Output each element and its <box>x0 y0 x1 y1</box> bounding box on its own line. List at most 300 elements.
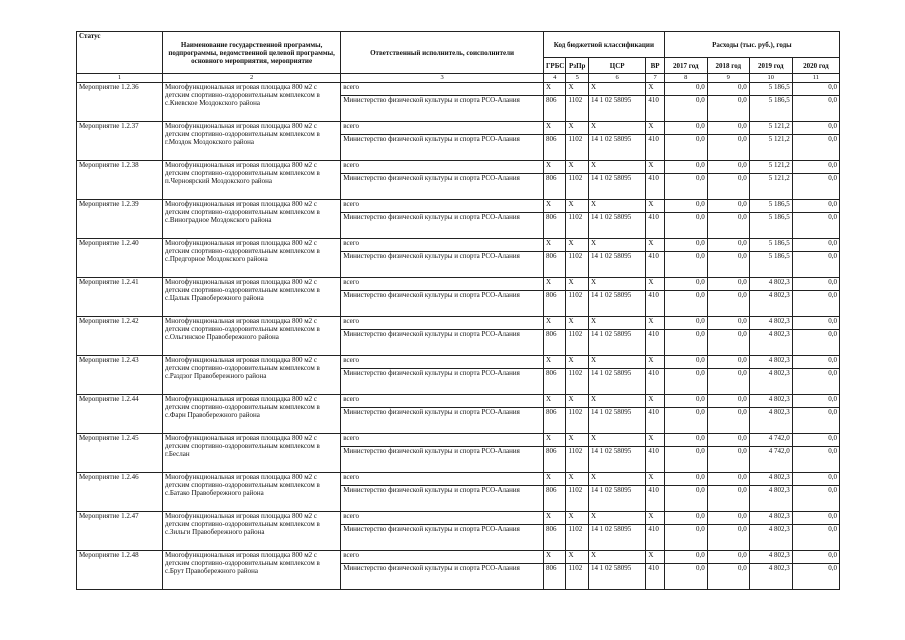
cell-2020: 0,0 <box>792 447 839 473</box>
table-row-total <box>77 122 840 135</box>
cell-2017: 0,0 <box>664 83 707 96</box>
cell-csr: 14 1 02 58095 <box>589 96 646 122</box>
cell-csr: 14 1 02 58095 <box>589 564 646 590</box>
row-name: Многофункциональная игровая площадка 800 м2 с детским спортивно-оздоровительным комплексом в с.Цалык Правобережного района <box>163 278 341 317</box>
cell-vr: X <box>646 473 664 486</box>
cell-rzpr: 1102 <box>566 564 589 590</box>
cell-2018: 0,0 <box>707 252 749 278</box>
cell-2018: 0,0 <box>707 564 749 590</box>
row-name: Многофункциональная игровая площадка 800 м2 с детским спортивно-оздоровительным комплексом в г.Моздок Моздокского района <box>163 122 341 161</box>
cell-rzpr: 1102 <box>566 252 589 278</box>
cell-2019: 5 186,5 <box>749 252 792 278</box>
cell-2020: 0,0 <box>792 96 839 122</box>
cell-2020: 0,0 <box>792 408 839 434</box>
cell-rzpr: 1102 <box>566 291 589 317</box>
col-number: 9 <box>707 74 749 83</box>
cell-grbs: X <box>543 239 566 252</box>
cell-2019: 4 802,3 <box>749 473 792 486</box>
cell-2018: 0,0 <box>707 200 749 213</box>
table-row-total <box>77 239 840 252</box>
cell-2019: 4 802,3 <box>749 564 792 590</box>
cell-vr: 410 <box>646 564 664 590</box>
cell-2020: 0,0 <box>792 525 839 551</box>
table-body <box>77 83 840 590</box>
row-status: Мероприятие 1.2.41 <box>77 278 163 317</box>
cell-csr: 14 1 02 58095 <box>589 213 646 239</box>
cell-csr: X <box>589 395 646 408</box>
cell-2017: 0,0 <box>664 525 707 551</box>
cell-grbs: X <box>543 317 566 330</box>
table-row-total <box>77 551 840 564</box>
cell-csr: X <box>589 512 646 525</box>
cell-2019: 5 121,2 <box>749 174 792 200</box>
cell-vr: X <box>646 200 664 213</box>
cell-2018: 0,0 <box>707 408 749 434</box>
col-number: 11 <box>792 74 839 83</box>
cell-2017: 0,0 <box>664 252 707 278</box>
row-status: Мероприятие 1.2.42 <box>77 317 163 356</box>
cell-2017: 0,0 <box>664 369 707 395</box>
header-csr: ЦСР <box>589 58 646 74</box>
cell-2019: 4 802,3 <box>749 317 792 330</box>
cell-2017: 0,0 <box>664 122 707 135</box>
cell-rzpr: 1102 <box>566 408 589 434</box>
row-total-label: всего <box>341 278 544 291</box>
cell-grbs: 806 <box>543 252 566 278</box>
cell-csr: 14 1 02 58095 <box>589 447 646 473</box>
cell-2019: 4 802,3 <box>749 278 792 291</box>
cell-vr: 410 <box>646 252 664 278</box>
row-name: Многофункциональная игровая площадка 800 м2 с детским спортивно-оздоровительным комплексом в с.Батако Правобережного района <box>163 473 341 512</box>
cell-rzpr: 1102 <box>566 525 589 551</box>
budget-table <box>76 31 840 590</box>
cell-vr: X <box>646 122 664 135</box>
row-status: Мероприятие 1.2.39 <box>77 200 163 239</box>
cell-vr: 410 <box>646 291 664 317</box>
cell-2019: 5 186,5 <box>749 213 792 239</box>
cell-grbs: X <box>543 356 566 369</box>
cell-vr: 410 <box>646 330 664 356</box>
cell-2020: 0,0 <box>792 213 839 239</box>
header-rzpr: РзПр <box>566 58 589 74</box>
table-row-total <box>77 83 840 96</box>
cell-csr: 14 1 02 58095 <box>589 135 646 161</box>
cell-rzpr: X <box>566 278 589 291</box>
cell-2017: 0,0 <box>664 239 707 252</box>
row-total-label: всего <box>341 83 544 96</box>
cell-grbs: 806 <box>543 96 566 122</box>
row-total-label: всего <box>341 356 544 369</box>
row-total-label: всего <box>341 473 544 486</box>
cell-rzpr: 1102 <box>566 96 589 122</box>
cell-vr: X <box>646 395 664 408</box>
row-name: Многофункциональная игровая площадка 800 м2 с детским спортивно-оздоровительным комплексом в с.Виноградное Моздокского района <box>163 200 341 239</box>
cell-vr: X <box>646 161 664 174</box>
row-name: Многофункциональная игровая площадка 800 м2 с детским спортивно-оздоровительным комплексом в с.Киевское Моздокского района <box>163 83 341 122</box>
cell-vr: 410 <box>646 447 664 473</box>
cell-grbs: 806 <box>543 525 566 551</box>
cell-2018: 0,0 <box>707 434 749 447</box>
header-expenses: Расходы (тыс. руб.), годы <box>664 32 839 58</box>
cell-vr: 410 <box>646 174 664 200</box>
cell-2018: 0,0 <box>707 213 749 239</box>
cell-grbs: 806 <box>543 291 566 317</box>
col-number: 8 <box>664 74 707 83</box>
cell-vr: X <box>646 512 664 525</box>
cell-rzpr: X <box>566 473 589 486</box>
col-number: 1 <box>77 74 163 83</box>
cell-rzpr: 1102 <box>566 135 589 161</box>
cell-grbs: 806 <box>543 330 566 356</box>
cell-2019: 4 802,3 <box>749 551 792 564</box>
cell-vr: 410 <box>646 369 664 395</box>
row-ministry: Министерство физической культуры и спорта РСО-Алания <box>341 291 544 317</box>
cell-csr: X <box>589 161 646 174</box>
cell-vr: 410 <box>646 135 664 161</box>
cell-vr: 410 <box>646 96 664 122</box>
cell-rzpr: X <box>566 317 589 330</box>
cell-2017: 0,0 <box>664 200 707 213</box>
cell-grbs: 806 <box>543 174 566 200</box>
cell-rzpr: X <box>566 434 589 447</box>
cell-csr: 14 1 02 58095 <box>589 486 646 512</box>
cell-vr: 410 <box>646 213 664 239</box>
cell-2020: 0,0 <box>792 278 839 291</box>
row-name: Многофункциональная игровая площадка 800 м2 с детским спортивно-оздоровительным комплексом в с.Зильги Правобережного района <box>163 512 341 551</box>
cell-vr: X <box>646 278 664 291</box>
cell-2018: 0,0 <box>707 369 749 395</box>
col-number: 7 <box>646 74 664 83</box>
cell-rzpr: X <box>566 200 589 213</box>
row-status: Мероприятие 1.2.44 <box>77 395 163 434</box>
cell-2017: 0,0 <box>664 96 707 122</box>
cell-vr: X <box>646 239 664 252</box>
row-total-label: всего <box>341 395 544 408</box>
cell-2018: 0,0 <box>707 174 749 200</box>
cell-vr: 410 <box>646 408 664 434</box>
cell-2017: 0,0 <box>664 291 707 317</box>
cell-2017: 0,0 <box>664 213 707 239</box>
cell-2019: 4 802,3 <box>749 291 792 317</box>
cell-vr: X <box>646 317 664 330</box>
cell-2018: 0,0 <box>707 356 749 369</box>
cell-grbs: 806 <box>543 486 566 512</box>
cell-grbs: X <box>543 161 566 174</box>
cell-vr: 410 <box>646 525 664 551</box>
row-total-label: всего <box>341 239 544 252</box>
row-ministry: Министерство физической культуры и спорта РСО-Алания <box>341 174 544 200</box>
cell-2018: 0,0 <box>707 551 749 564</box>
row-status: Мероприятие 1.2.40 <box>77 239 163 278</box>
table-row-total <box>77 317 840 330</box>
cell-csr: 14 1 02 58095 <box>589 369 646 395</box>
row-status: Мероприятие 1.2.46 <box>77 473 163 512</box>
table-row-total <box>77 356 840 369</box>
header-2020: 2020 год <box>792 58 839 74</box>
header-budget-code: Код бюджетной классификации <box>543 32 664 58</box>
cell-rzpr: 1102 <box>566 330 589 356</box>
cell-2020: 0,0 <box>792 174 839 200</box>
cell-vr: X <box>646 356 664 369</box>
cell-grbs: X <box>543 512 566 525</box>
col-number: 10 <box>749 74 792 83</box>
cell-2018: 0,0 <box>707 83 749 96</box>
cell-csr: X <box>589 83 646 96</box>
cell-csr: X <box>589 239 646 252</box>
cell-2017: 0,0 <box>664 486 707 512</box>
cell-2017: 0,0 <box>664 551 707 564</box>
cell-2020: 0,0 <box>792 564 839 590</box>
row-name: Многофункциональная игровая площадка 800 м2 с детским спортивно-оздоровительным комплексом в г.Беслан <box>163 434 341 473</box>
cell-2020: 0,0 <box>792 83 839 96</box>
row-status: Мероприятие 1.2.38 <box>77 161 163 200</box>
cell-2018: 0,0 <box>707 278 749 291</box>
row-status: Мероприятие 1.2.47 <box>77 512 163 551</box>
cell-vr: X <box>646 83 664 96</box>
col-number: 6 <box>589 74 646 83</box>
cell-2018: 0,0 <box>707 330 749 356</box>
cell-2019: 5 121,2 <box>749 135 792 161</box>
cell-rzpr: X <box>566 161 589 174</box>
cell-2017: 0,0 <box>664 356 707 369</box>
cell-csr: X <box>589 278 646 291</box>
table-row-total <box>77 161 840 174</box>
cell-2017: 0,0 <box>664 434 707 447</box>
cell-2020: 0,0 <box>792 395 839 408</box>
row-status: Мероприятие 1.2.48 <box>77 551 163 590</box>
cell-2018: 0,0 <box>707 473 749 486</box>
row-ministry: Министерство физической культуры и спорта РСО-Алания <box>341 486 544 512</box>
row-status: Мероприятие 1.2.37 <box>77 122 163 161</box>
cell-2019: 5 186,5 <box>749 239 792 252</box>
cell-2020: 0,0 <box>792 161 839 174</box>
cell-grbs: 806 <box>543 213 566 239</box>
cell-2018: 0,0 <box>707 291 749 317</box>
row-total-label: всего <box>341 317 544 330</box>
cell-vr: 410 <box>646 486 664 512</box>
cell-2019: 5 186,5 <box>749 200 792 213</box>
cell-csr: X <box>589 122 646 135</box>
cell-2017: 0,0 <box>664 330 707 356</box>
cell-2020: 0,0 <box>792 200 839 213</box>
cell-2017: 0,0 <box>664 395 707 408</box>
cell-2017: 0,0 <box>664 473 707 486</box>
cell-2020: 0,0 <box>792 239 839 252</box>
cell-2019: 5 186,5 <box>749 83 792 96</box>
cell-2018: 0,0 <box>707 525 749 551</box>
row-name: Многофункциональная игровая площадка 800 м2 с детским спортивно-оздоровительным комплексом в п.Черноярский Моздокского района <box>163 161 341 200</box>
header-responsible: Ответственный исполнитель, соисполнители <box>341 32 544 74</box>
cell-2020: 0,0 <box>792 434 839 447</box>
row-total-label: всего <box>341 200 544 213</box>
cell-2019: 5 121,2 <box>749 161 792 174</box>
row-ministry: Министерство физической культуры и спорта РСО-Алания <box>341 135 544 161</box>
row-ministry: Министерство физической культуры и спорта РСО-Алания <box>341 213 544 239</box>
row-ministry: Министерство физической культуры и спорта РСО-Алания <box>341 447 544 473</box>
cell-2019: 4 742,0 <box>749 434 792 447</box>
cell-2018: 0,0 <box>707 239 749 252</box>
cell-2017: 0,0 <box>664 161 707 174</box>
cell-2018: 0,0 <box>707 122 749 135</box>
cell-2017: 0,0 <box>664 408 707 434</box>
row-name: Многофункциональная игровая площадка 800 м2 с детским спортивно-оздоровительным комплексом в с.Предгорное Моздокского района <box>163 239 341 278</box>
cell-csr: X <box>589 356 646 369</box>
cell-grbs: X <box>543 434 566 447</box>
header-grbs: ГРБС <box>543 58 566 74</box>
cell-2020: 0,0 <box>792 291 839 317</box>
row-ministry: Министерство физической культуры и спорта РСО-Алания <box>341 525 544 551</box>
cell-2017: 0,0 <box>664 317 707 330</box>
cell-2018: 0,0 <box>707 96 749 122</box>
cell-2019: 4 802,3 <box>749 369 792 395</box>
cell-2017: 0,0 <box>664 174 707 200</box>
row-total-label: всего <box>341 161 544 174</box>
cell-2019: 4 802,3 <box>749 408 792 434</box>
cell-csr: X <box>589 200 646 213</box>
table-row-total <box>77 200 840 213</box>
cell-csr: X <box>589 551 646 564</box>
column-number-row <box>77 74 840 83</box>
cell-vr: X <box>646 551 664 564</box>
row-ministry: Министерство физической культуры и спорта РСО-Алания <box>341 408 544 434</box>
cell-2020: 0,0 <box>792 356 839 369</box>
cell-2017: 0,0 <box>664 278 707 291</box>
col-number: 3 <box>341 74 544 83</box>
cell-2017: 0,0 <box>664 564 707 590</box>
row-ministry: Министерство физической культуры и спорта РСО-Алания <box>341 330 544 356</box>
cell-2020: 0,0 <box>792 122 839 135</box>
cell-grbs: 806 <box>543 447 566 473</box>
cell-2019: 4 802,3 <box>749 395 792 408</box>
table-row-total <box>77 434 840 447</box>
cell-2019: 4 802,3 <box>749 486 792 512</box>
cell-csr: X <box>589 434 646 447</box>
cell-rzpr: X <box>566 239 589 252</box>
cell-grbs: X <box>543 278 566 291</box>
table-row-total <box>77 278 840 291</box>
cell-2019: 4 802,3 <box>749 330 792 356</box>
table-row-total <box>77 473 840 486</box>
row-total-label: всего <box>341 122 544 135</box>
cell-vr: X <box>646 434 664 447</box>
cell-rzpr: X <box>566 512 589 525</box>
cell-grbs: 806 <box>543 135 566 161</box>
cell-2018: 0,0 <box>707 447 749 473</box>
cell-rzpr: X <box>566 83 589 96</box>
row-total-label: всего <box>341 512 544 525</box>
cell-rzpr: X <box>566 356 589 369</box>
cell-2019: 5 121,2 <box>749 122 792 135</box>
header-2018: 2018 год <box>707 58 749 74</box>
cell-grbs: 806 <box>543 408 566 434</box>
cell-grbs: 806 <box>543 564 566 590</box>
row-status: Мероприятие 1.2.36 <box>77 83 163 122</box>
header-2019: 2019 год <box>749 58 792 74</box>
cell-2017: 0,0 <box>664 447 707 473</box>
col-number: 2 <box>163 74 341 83</box>
row-ministry: Министерство физической культуры и спорта РСО-Алания <box>341 369 544 395</box>
cell-rzpr: 1102 <box>566 213 589 239</box>
table-row-total <box>77 512 840 525</box>
cell-2018: 0,0 <box>707 512 749 525</box>
cell-grbs: 806 <box>543 369 566 395</box>
row-ministry: Министерство физической культуры и спорта РСО-Алания <box>341 252 544 278</box>
cell-2019: 5 186,5 <box>749 96 792 122</box>
cell-csr: 14 1 02 58095 <box>589 408 646 434</box>
cell-rzpr: X <box>566 395 589 408</box>
cell-2017: 0,0 <box>664 135 707 161</box>
header-vr: ВР <box>646 58 664 74</box>
cell-2018: 0,0 <box>707 395 749 408</box>
cell-2019: 4 742,0 <box>749 447 792 473</box>
cell-csr: 14 1 02 58095 <box>589 525 646 551</box>
row-total-label: всего <box>341 551 544 564</box>
row-name: Многофункциональная игровая площадка 800 м2 с детским спортивно-оздоровительным комплексом в с.Ольгинское Правобережного района <box>163 317 341 356</box>
cell-rzpr: 1102 <box>566 486 589 512</box>
cell-2020: 0,0 <box>792 330 839 356</box>
row-name: Многофункциональная игровая площадка 800 м2 с детским спортивно-оздоровительным комплексом в с.Брут Правобережного района <box>163 551 341 590</box>
cell-2018: 0,0 <box>707 486 749 512</box>
cell-2020: 0,0 <box>792 473 839 486</box>
cell-2018: 0,0 <box>707 317 749 330</box>
cell-2019: 4 802,3 <box>749 525 792 551</box>
cell-rzpr: X <box>566 551 589 564</box>
cell-csr: 14 1 02 58095 <box>589 252 646 278</box>
table-row-total <box>77 395 840 408</box>
cell-grbs: X <box>543 200 566 213</box>
cell-2018: 0,0 <box>707 135 749 161</box>
cell-csr: X <box>589 473 646 486</box>
row-ministry: Министерство физической культуры и спорта РСО-Алания <box>341 564 544 590</box>
cell-rzpr: 1102 <box>566 369 589 395</box>
cell-2020: 0,0 <box>792 512 839 525</box>
header-status: Статус <box>77 32 163 74</box>
cell-2019: 4 802,3 <box>749 356 792 369</box>
row-total-label: всего <box>341 434 544 447</box>
cell-csr: X <box>589 317 646 330</box>
cell-csr: 14 1 02 58095 <box>589 174 646 200</box>
row-ministry: Министерство физической культуры и спорта РСО-Алания <box>341 96 544 122</box>
cell-grbs: X <box>543 83 566 96</box>
header-2017: 2017 год <box>664 58 707 74</box>
cell-rzpr: X <box>566 122 589 135</box>
cell-rzpr: 1102 <box>566 174 589 200</box>
cell-2020: 0,0 <box>792 135 839 161</box>
col-number: 4 <box>543 74 566 83</box>
cell-2020: 0,0 <box>792 551 839 564</box>
cell-2020: 0,0 <box>792 486 839 512</box>
cell-2020: 0,0 <box>792 369 839 395</box>
cell-csr: 14 1 02 58095 <box>589 330 646 356</box>
cell-grbs: X <box>543 473 566 486</box>
cell-rzpr: 1102 <box>566 447 589 473</box>
cell-2020: 0,0 <box>792 252 839 278</box>
cell-2017: 0,0 <box>664 512 707 525</box>
cell-grbs: X <box>543 395 566 408</box>
cell-2018: 0,0 <box>707 161 749 174</box>
cell-grbs: X <box>543 122 566 135</box>
row-status: Мероприятие 1.2.43 <box>77 356 163 395</box>
cell-grbs: X <box>543 551 566 564</box>
cell-2020: 0,0 <box>792 317 839 330</box>
row-name: Многофункциональная игровая площадка 800 м2 с детским спортивно-оздоровительным комплексом в с.Раздзог Правобережного района <box>163 356 341 395</box>
row-status: Мероприятие 1.2.45 <box>77 434 163 473</box>
cell-csr: 14 1 02 58095 <box>589 291 646 317</box>
header-name: Наименование государственной программы, подпрограммы, ведомственной целевой программы, основного мероприятия, мероприятие <box>163 32 341 74</box>
cell-2019: 4 802,3 <box>749 512 792 525</box>
row-name: Многофункциональная игровая площадка 800 м2 с детским спортивно-оздоровительным комплексом в с.Фарн Правобережного района <box>163 395 341 434</box>
col-number: 5 <box>566 74 589 83</box>
